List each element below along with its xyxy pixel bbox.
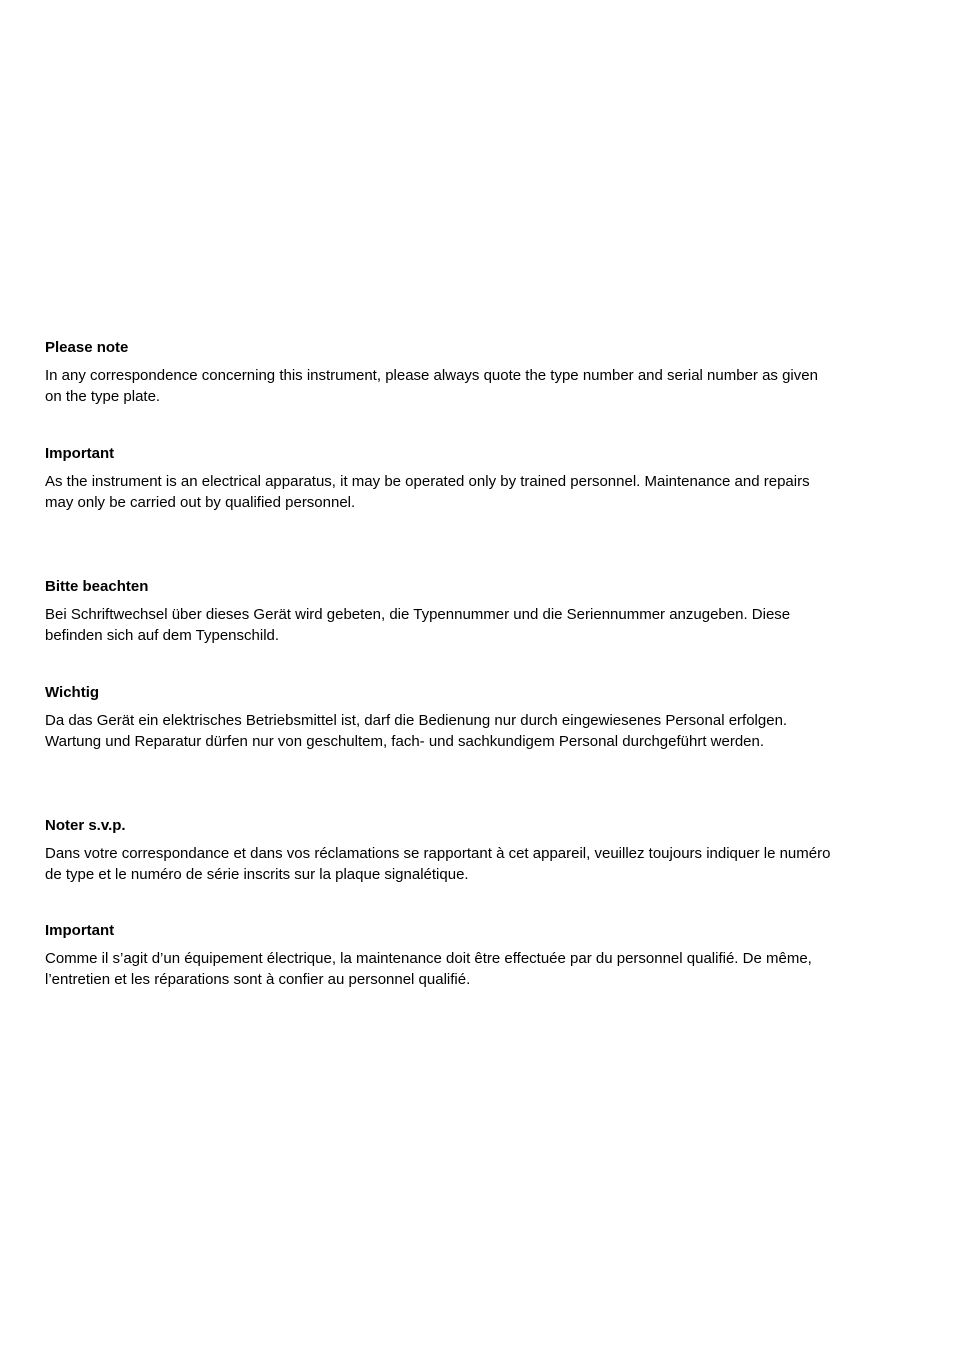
section-heading: Important (45, 922, 115, 939)
section-heading: Please note (45, 339, 129, 356)
section-fr-important (45, 921, 835, 990)
section-text: Dans votre correspondance et dans vos réclamations se rapportant à cet appareil, veuillez toujours indiquer le numéro de type et le numéro de série inscrits sur la plaque signalétique. (45, 845, 831, 883)
section-heading: Wichtig (45, 684, 100, 701)
section-heading: Bitte beachten (45, 578, 149, 595)
section-de-wichtig (45, 683, 835, 752)
section-text: In any correspondence concerning this instrument, please always quote the type number and serial number as given on the type plate. (45, 367, 818, 405)
section-en-please-note (45, 338, 835, 407)
section-de-bitte-beachten (45, 577, 835, 646)
section-text: As the instrument is an electrical apparatus, it may be operated only by trained personnel. Maintenance and repairs may only be carried out by qualified personnel. (45, 473, 810, 511)
section-text: Comme il s’agit d’un équipement électrique, la maintenance doit être effectuée par du personnel qualifié. De même, l’entretien et les réparations sont à confier au personnel qualifié. (45, 950, 812, 988)
section-fr-noter (45, 816, 835, 885)
section-text: Bei Schriftwechsel über dieses Gerät wird gebeten, die Typennummer und die Seriennummer anzugeben. Diese befinden sich auf dem Typenschild. (45, 606, 791, 644)
section-heading: Noter s.v.p. (45, 817, 126, 834)
section-text: Da das Gerät ein elektrisches Betriebsmittel ist, darf die Bedienung nur durch eingewiesenes Personal erfolgen. Wartung und Reparatur dürfen nur von geschultem, fach- und sachkundigem Personal durchgeführt werden. (45, 712, 788, 750)
section-heading: Important (45, 445, 115, 462)
section-en-important (45, 444, 835, 513)
